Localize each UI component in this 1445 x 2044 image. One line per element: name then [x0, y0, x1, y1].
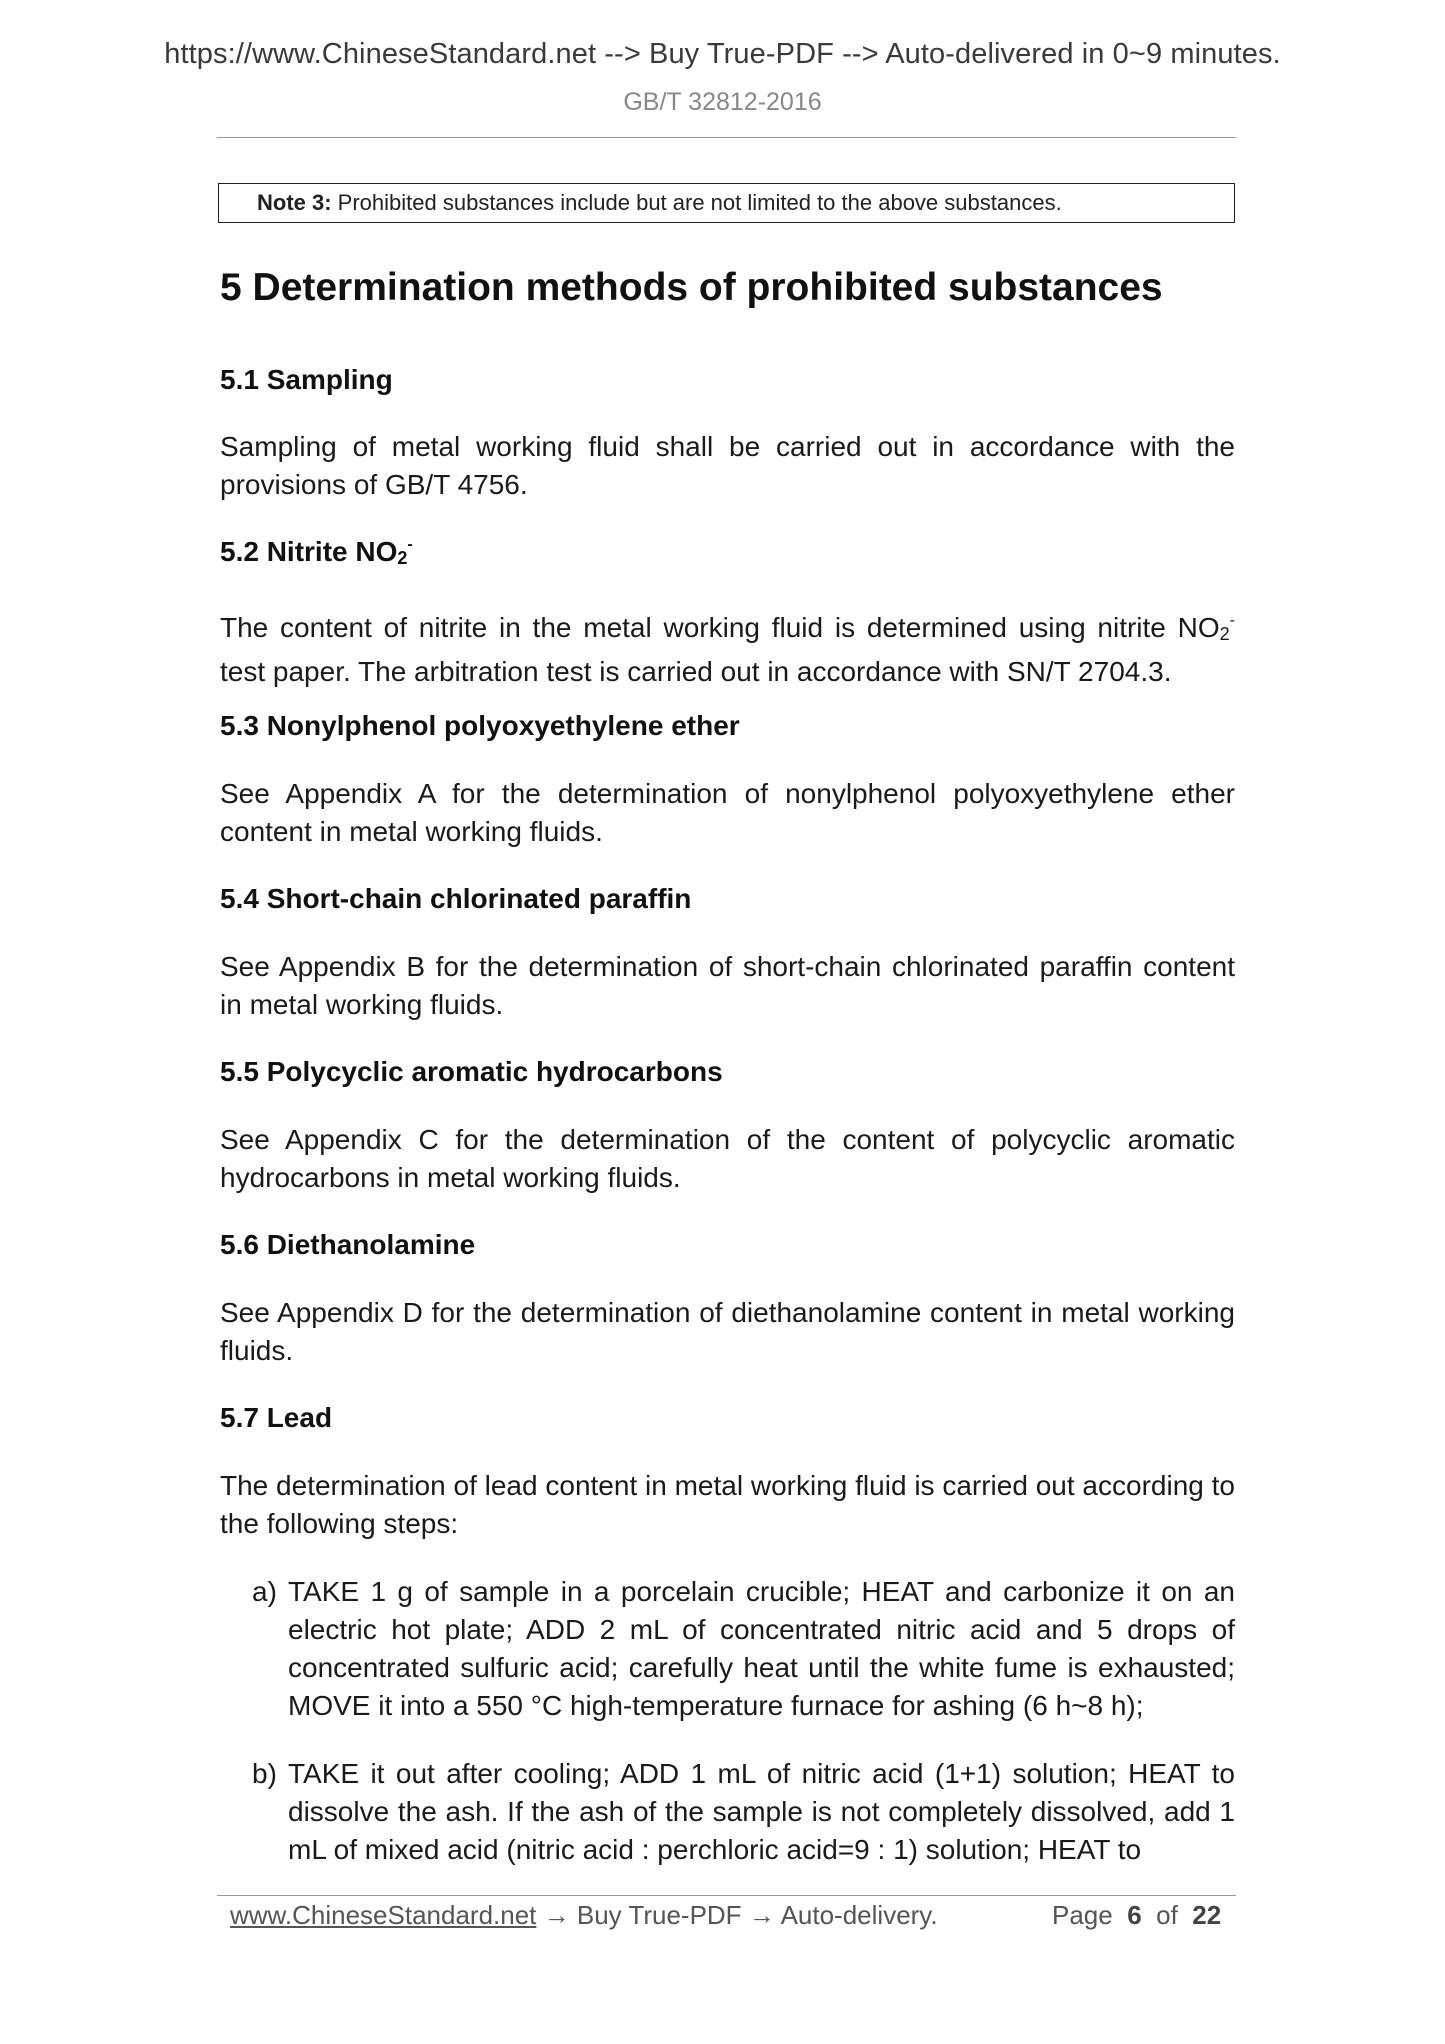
footer-site-link[interactable]: www.ChineseStandard.net: [230, 1900, 537, 1930]
list-item-step-a: [252, 1573, 1235, 1725]
subsection-heading-5-3: 5.3 Nonylphenol polyoxyethylene ether: [220, 710, 740, 741]
page-current: 6: [1127, 1900, 1142, 1930]
page-word: Page: [1052, 1900, 1113, 1930]
page-indicator: [1052, 1900, 1221, 1931]
heading-5-2-superscript: -: [407, 536, 413, 553]
header-divider: [217, 137, 1236, 138]
note-text: Prohibited substances include but are not limited to the above substances.: [331, 190, 1062, 215]
subsection-body-5-4: See Appendix B for the determination of short-chain chlorinated paraffin content in metal working fluids.: [220, 951, 1235, 1020]
body-5-2-part-b: test paper. The arbitration test is carried out in accordance with SN/T 2704.3.: [220, 656, 1172, 687]
note-label: Note 3:: [257, 190, 332, 215]
subsection-body-5-5: See Appendix C for the determination of the content of polycyclic aromatic hydrocarbons in metal working fluids.: [220, 1124, 1235, 1193]
subsection-body-5-6: See Appendix D for the determination of diethanolamine content in metal working fluids.: [220, 1297, 1235, 1366]
list-marker: b): [252, 1758, 277, 1789]
subsection-body-5-7: The determination of lead content in metal working fluid is carried out according to the following steps:: [220, 1470, 1235, 1539]
list-item-text: TAKE 1 g of sample in a porcelain crucible; HEAT and carbonize it on an electric hot plate; ADD 2 mL of concentrated nitric acid and 5 drops of concentrated sulfuric acid; carefully heat until the white fume is exhausted; MOVE it into a 550 °C high-temperature furnace for ashing (6 h~8 h);: [288, 1576, 1235, 1721]
list-item-step-b: [252, 1755, 1235, 1869]
standard-code: GB/T 32812-2016: [623, 88, 822, 116]
list-marker: a): [252, 1576, 277, 1607]
subsection-body-5-1: Sampling of metal working fluid shall be carried out in accordance with the provisions of GB/T 4756.: [220, 431, 1235, 500]
subsection-body-5-2: [220, 602, 1235, 691]
subsection-body-5-3: See Appendix A for the determination of nonylphenol polyoxyethylene ether content in metal working fluids.: [220, 778, 1235, 847]
subsection-heading-5-1: 5.1 Sampling: [220, 364, 393, 395]
footer-left: [230, 1900, 938, 1931]
heading-5-2-subscript: 2: [397, 548, 408, 568]
page-total: 22: [1192, 1900, 1222, 1930]
body-5-2-superscript: -: [1229, 612, 1235, 629]
footer-tagline: → Buy True-PDF → Auto-delivery.: [536, 1900, 938, 1930]
subsection-heading-5-2: [220, 536, 413, 569]
body-5-2-subscript: 2: [1219, 624, 1230, 644]
subsection-heading-5-6: 5.6 Diethanolamine: [220, 1229, 476, 1260]
note-box: [218, 183, 1235, 223]
body-5-2-part-a: The content of nitrite in the metal working fluid is determined using nitrite NO: [220, 612, 1220, 643]
subsection-heading-5-5: 5.5 Polycyclic aromatic hydrocarbons: [220, 1056, 723, 1087]
subsection-heading-5-4: 5.4 Short-chain chlorinated paraffin: [220, 883, 692, 914]
heading-5-2-main: 5.2 Nitrite NO: [220, 536, 398, 567]
footer-divider: [217, 1895, 1236, 1896]
of-word: of: [1156, 1900, 1178, 1930]
list-item-text: TAKE it out after cooling; ADD 1 mL of nitric acid (1+1) solution; HEAT to dissolve the ash. If the ash of the sample is not completely dissolved, add 1 mL of mixed acid (nitric acid : perchloric acid=9 : 1) solution; HEAT to: [288, 1758, 1235, 1865]
section-title: 5 Determination methods of prohibited substances: [220, 266, 1163, 309]
header-url-line: https://www.ChineseStandard.net --> Buy True-PDF --> Auto-delivered in 0~9 minutes.: [164, 38, 1281, 70]
subsection-heading-5-7: 5.7 Lead: [220, 1402, 333, 1433]
